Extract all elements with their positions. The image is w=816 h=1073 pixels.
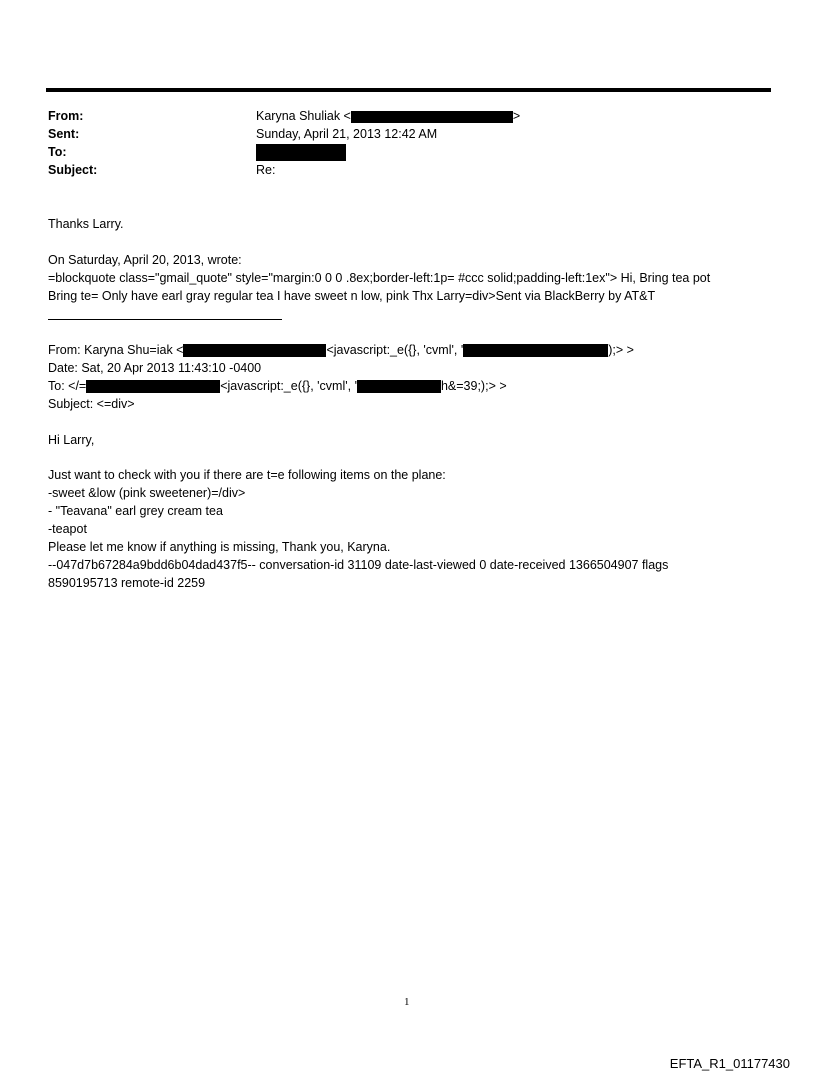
forwarded-from-suffix: );> > <box>608 343 634 357</box>
quote-separator <box>48 319 282 320</box>
subject-value: Re: <box>256 163 276 177</box>
from-value <box>256 107 520 125</box>
from-label: From: <box>48 109 84 123</box>
page-number: 1 <box>404 996 410 1008</box>
greeting-line: Hi Larry, <box>48 433 95 447</box>
thanks-line: Thanks Larry. <box>48 217 124 231</box>
bates-number: EFTA_R1_01177430 <box>669 1056 790 1071</box>
forwarded-subject-line: Subject: <=div> <box>48 397 135 411</box>
forwarded-to-line <box>48 377 507 395</box>
metadata-line-2: 8590195713 remote-id 2259 <box>48 576 206 590</box>
from-value-end: > <box>512 109 521 123</box>
redaction-box <box>463 344 608 357</box>
to-value <box>256 143 346 161</box>
redaction-box <box>256 144 346 161</box>
list-item: - "Teavana" earl grey cream tea <box>48 504 223 518</box>
forwarded-from-prefix: From: Karyna Shu=iak < <box>48 343 184 357</box>
metadata-line-1: --047d7b67284a9bdd6b04dad437f5-- conversation-id 31109 date-last-viewed 0 date-received 1366504907 flags <box>48 558 669 572</box>
to-label: To: <box>48 145 67 159</box>
forwarded-to-js: <javascript:_e({}, 'cvml', ' <box>220 379 357 393</box>
forwarded-from-js: <javascript:_e({}, 'cvml', ' <box>326 343 464 357</box>
closing-line: Please let me know if anything is missing, Thank you, Karyna. <box>48 540 391 554</box>
header-rule <box>46 88 771 92</box>
redaction-box <box>86 380 220 393</box>
list-item: -sweet &low (pink sweetener)=/div> <box>48 486 246 500</box>
redaction-box <box>357 380 441 393</box>
redaction-box <box>183 344 326 357</box>
sent-label: Sent: <box>48 127 80 141</box>
subject-label: Subject: <box>48 163 98 177</box>
forwarded-date-line: Date: Sat, 20 Apr 2013 11:43:10 -0400 <box>48 361 262 375</box>
blockquote-line-2: Bring te= Only have earl gray regular tea I have sweet n low, pink Thx Larry=div>Sent via BlackBerry by AT&T <box>48 289 656 303</box>
list-item: -teapot <box>48 522 87 536</box>
forwarded-from-line <box>48 341 634 359</box>
sent-value: Sunday, April 21, 2013 12:42 AM <box>256 127 438 141</box>
intro-line: Just want to check with you if there are t=e following items on the plane: <box>48 468 446 482</box>
forwarded-to-prefix: To: </= <box>48 379 87 393</box>
from-name: Karyna Shuliak < <box>256 109 351 123</box>
blockquote-line-1: =blockquote class="gmail_quote" style="margin:0 0 0 .8ex;border-left:1p= #ccc solid;padding-left:1ex"> Hi, Bring tea pot <box>48 271 711 285</box>
forwarded-to-suffix: h&=39;);> > <box>440 379 507 393</box>
quote-intro-line: On Saturday, April 20, 2013, wrote: <box>48 253 242 267</box>
redaction-box <box>351 111 513 123</box>
